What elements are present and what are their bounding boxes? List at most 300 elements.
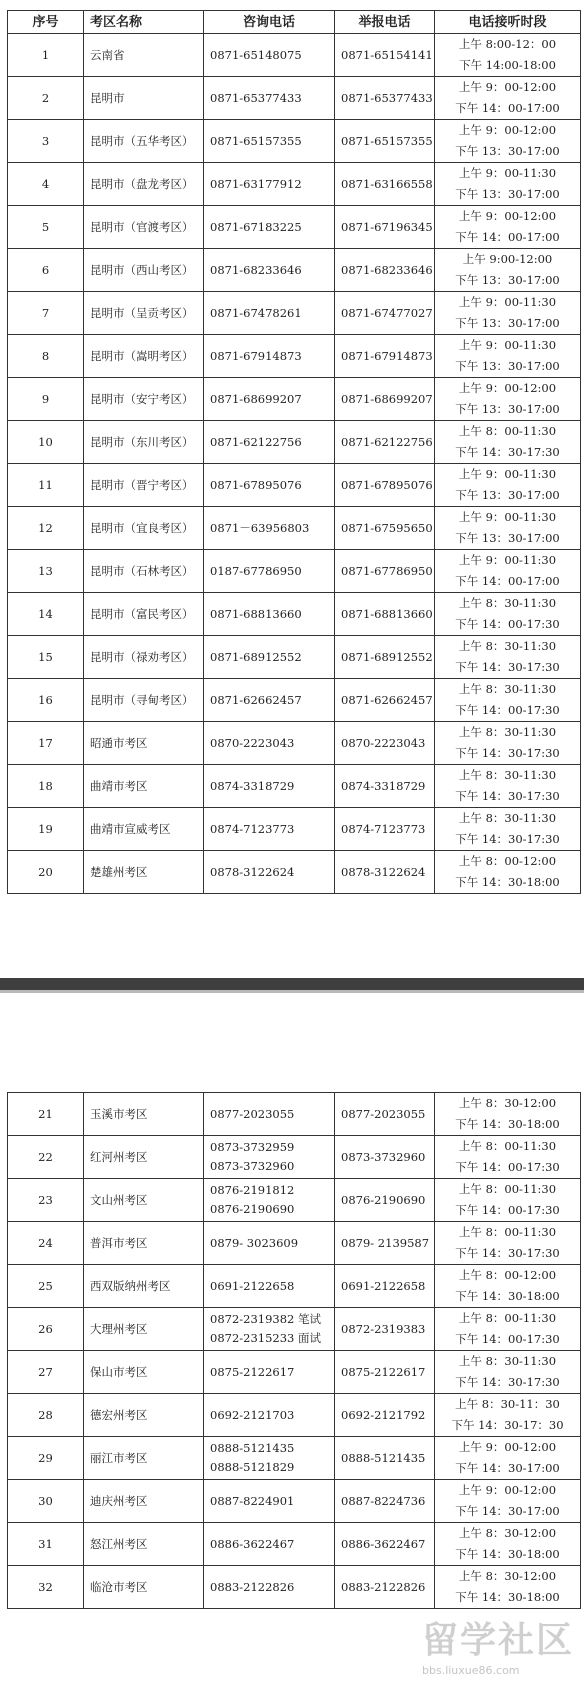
watermark-logo: 留学社区 (422, 1620, 575, 1661)
table-row (8, 808, 581, 851)
answer-hours-line: 上午 8：30-11:30 (458, 596, 557, 610)
table-row (8, 1308, 581, 1351)
consult-phone (204, 507, 335, 550)
exam-area-name: 普洱市考区 (84, 1222, 204, 1265)
table-header-row (8, 11, 581, 34)
consult-phone (204, 1136, 335, 1179)
consult-phone (204, 206, 335, 249)
answer-hours-line: 上午 9：00-12:00 (458, 209, 557, 223)
consult-phone (204, 851, 335, 894)
report-phone: 0886-3622467 (335, 1523, 435, 1566)
consult-phone-line: 0692-2121703 (210, 1407, 295, 1422)
consult-phone (204, 77, 335, 120)
answer-hours (435, 507, 581, 550)
consult-phone (204, 679, 335, 722)
exam-area-name: 昆明市（宜良考区） (84, 507, 204, 550)
contact-table-part-1 (7, 10, 581, 894)
answer-hours-line: 上午 8：00-12:00 (458, 1268, 557, 1282)
consult-phone-line: 0871-65157355 (210, 133, 302, 148)
answer-hours-line: 下午 14：30-18:00 (455, 875, 560, 889)
consult-phone-line: 0887-8224901 (210, 1493, 295, 1508)
row-number: 17 (8, 722, 84, 765)
table-row (8, 206, 581, 249)
answer-hours (435, 1136, 581, 1179)
exam-area-name: 昆明市（东川考区） (84, 421, 204, 464)
answer-hours (435, 421, 581, 464)
consult-phone (204, 292, 335, 335)
answer-hours-line: 下午 13：30-17:00 (455, 488, 560, 502)
exam-area-name: 西双版纳州考区 (84, 1265, 204, 1308)
table-row (8, 1222, 581, 1265)
answer-hours-line: 下午 14：30-17:30 (455, 660, 560, 674)
report-phone: 0871-65154141 (335, 34, 435, 77)
consult-phone (204, 550, 335, 593)
exam-area-name: 昆明市（安宁考区） (84, 378, 204, 421)
answer-hours-line: 下午 14：30-17:30 (455, 1246, 560, 1260)
consult-phone-line: 0875-2122617 (210, 1364, 295, 1379)
consult-phone (204, 1523, 335, 1566)
table-row (8, 120, 581, 163)
consult-phone (204, 636, 335, 679)
report-phone: 0875-2122617 (335, 1351, 435, 1394)
consult-phone-line: 0871-68912552 (210, 649, 302, 664)
consult-phone (204, 1265, 335, 1308)
report-phone: 0871-67196345 (335, 206, 435, 249)
answer-hours (435, 77, 581, 120)
answer-hours-line: 下午 14：30-18:00 (455, 1590, 560, 1604)
consult-phone-line: 0873-3732960 (210, 1159, 295, 1173)
consult-phone-line: 0871-68699207 (210, 391, 302, 406)
row-number: 7 (8, 292, 84, 335)
answer-hours (435, 378, 581, 421)
consult-phone-line: 0886-3622467 (210, 1536, 295, 1551)
exam-area-name: 昆明市（嵩明考区） (84, 335, 204, 378)
report-phone: 0692-2121792 (335, 1394, 435, 1437)
row-number: 3 (8, 120, 84, 163)
report-phone: 0870-2223043 (335, 722, 435, 765)
consult-phone-line: 0871-67478261 (210, 305, 302, 320)
answer-hours-line: 上午 8：30-11:30 (458, 725, 557, 739)
report-phone: 0871-68813660 (335, 593, 435, 636)
answer-hours-line: 下午 14：30-18:00 (455, 1117, 560, 1131)
answer-hours (435, 464, 581, 507)
consult-phone (204, 1222, 335, 1265)
consult-phone-line: 0873-3732959 (210, 1140, 295, 1154)
page-break-divider (0, 978, 584, 990)
row-number: 32 (8, 1566, 84, 1609)
row-number: 14 (8, 593, 84, 636)
exam-area-name: 迪庆州考区 (84, 1480, 204, 1523)
answer-hours-line: 上午 8：30-12:00 (458, 1526, 557, 1540)
answer-hours-line: 下午 14:00-18:00 (459, 58, 556, 72)
answer-hours-line: 上午 8：00-11:30 (458, 1225, 557, 1239)
consult-phone (204, 1179, 335, 1222)
exam-area-name: 怒江州考区 (84, 1523, 204, 1566)
report-phone: 0871-62122756 (335, 421, 435, 464)
row-number: 16 (8, 679, 84, 722)
report-phone: 0871-68912552 (335, 636, 435, 679)
consult-phone-line: 0871－63956803 (210, 520, 310, 535)
exam-area-name: 保山市考区 (84, 1351, 204, 1394)
consult-phone-line: 0872-2319382 笔试 (210, 1312, 322, 1326)
row-number: 15 (8, 636, 84, 679)
answer-hours-line: 下午 13：30-17:00 (455, 144, 560, 158)
answer-hours (435, 550, 581, 593)
consult-phone (204, 1394, 335, 1437)
row-number: 19 (8, 808, 84, 851)
consult-phone-line: 0883-2122826 (210, 1579, 295, 1594)
consult-phone (204, 120, 335, 163)
row-number: 30 (8, 1480, 84, 1523)
consult-phone-line: 0187-67786950 (210, 563, 302, 578)
answer-hours-line: 下午 14：00-17:00 (455, 574, 560, 588)
row-number: 4 (8, 163, 84, 206)
exam-area-name: 昭通市考区 (84, 722, 204, 765)
answer-hours (435, 1566, 581, 1609)
exam-area-name: 临沧市考区 (84, 1566, 204, 1609)
answer-hours-line: 上午 9：00-12:00 (458, 1483, 557, 1497)
table-row (8, 1437, 581, 1480)
consult-phone-line: 0871-62662457 (210, 692, 302, 707)
exam-area-name: 昆明市（寻甸考区） (84, 679, 204, 722)
exam-area-name: 昆明市（官渡考区） (84, 206, 204, 249)
answer-hours-line: 上午 8：30-11:30 (458, 1354, 557, 1368)
answer-hours (435, 1265, 581, 1308)
answer-hours-line: 上午 8:00-12：00 (458, 37, 557, 51)
answer-hours (435, 249, 581, 292)
answer-hours-line: 下午 13：30-17:00 (455, 316, 560, 330)
consult-phone (204, 765, 335, 808)
report-phone: 0871-68699207 (335, 378, 435, 421)
row-number: 27 (8, 1351, 84, 1394)
table-row (8, 593, 581, 636)
exam-area-name: 昆明市 (84, 77, 204, 120)
answer-hours-line: 下午 14：30-17:30 (455, 832, 560, 846)
answer-hours-line: 上午 9：00-12:00 (458, 381, 557, 395)
answer-hours-line: 下午 14：30-17:30 (455, 746, 560, 760)
table-row (8, 550, 581, 593)
table-row (8, 292, 581, 335)
report-phone: 0874-3318729 (335, 765, 435, 808)
answer-hours (435, 636, 581, 679)
table-row (8, 507, 581, 550)
answer-hours-line: 下午 14：30-17：30 (451, 1418, 564, 1432)
report-phone: 0873-3732960 (335, 1136, 435, 1179)
answer-hours (435, 1351, 581, 1394)
answer-hours-line: 下午 13：30-17:00 (455, 359, 560, 373)
report-phone: 0871-67477027 (335, 292, 435, 335)
answer-hours-line: 上午 9：00-12:00 (458, 80, 557, 94)
answer-hours-line: 上午 9：00-11:30 (458, 553, 557, 567)
exam-area-name: 楚雄州考区 (84, 851, 204, 894)
answer-hours (435, 808, 581, 851)
answer-hours-line: 上午 8：00-11:30 (458, 424, 557, 438)
answer-hours-line: 上午 8：30-11：30 (455, 1397, 560, 1411)
answer-hours-line: 上午 8：30-12:00 (458, 1096, 557, 1110)
table-row (8, 1351, 581, 1394)
exam-area-name: 昆明市（盘龙考区） (84, 163, 204, 206)
report-phone: 0874-7123773 (335, 808, 435, 851)
consult-phone-line: 0874-7123773 (210, 821, 295, 836)
answer-hours (435, 593, 581, 636)
table-row (8, 1566, 581, 1609)
consult-phone (204, 1093, 335, 1136)
row-number: 12 (8, 507, 84, 550)
row-number: 5 (8, 206, 84, 249)
consult-phone-line: 0691-2122658 (210, 1278, 295, 1293)
table-row (8, 77, 581, 120)
answer-hours-line: 下午 13：30-17:00 (455, 273, 560, 287)
row-number: 26 (8, 1308, 84, 1351)
exam-area-name: 昆明市（晋宁考区） (84, 464, 204, 507)
answer-hours (435, 679, 581, 722)
answer-hours-line: 下午 14：00-17:30 (455, 703, 560, 717)
row-number: 13 (8, 550, 84, 593)
exam-area-name: 玉溪市考区 (84, 1093, 204, 1136)
answer-hours (435, 120, 581, 163)
answer-hours (435, 1394, 581, 1437)
table-row (8, 1394, 581, 1437)
answer-hours-line: 下午 14：30-17:00 (455, 1504, 560, 1518)
row-number: 29 (8, 1437, 84, 1480)
answer-hours-line: 下午 14：00-17:30 (455, 617, 560, 631)
answer-hours-line: 下午 13：30-17:00 (455, 402, 560, 416)
consult-phone-line: 0874-3318729 (210, 778, 295, 793)
row-number: 20 (8, 851, 84, 894)
consult-phone (204, 593, 335, 636)
row-number: 9 (8, 378, 84, 421)
consult-phone (204, 464, 335, 507)
answer-hours-line: 下午 14：30-17:30 (455, 445, 560, 459)
answer-hours-line: 上午 9:00-12:00 (462, 252, 553, 266)
header-answer-hours: 电话接听时段 (435, 11, 581, 34)
answer-hours (435, 1222, 581, 1265)
consult-phone (204, 421, 335, 464)
report-phone: 0871-65157355 (335, 120, 435, 163)
answer-hours-line: 上午 9：00-11:30 (458, 467, 557, 481)
row-number: 10 (8, 421, 84, 464)
consult-phone-line: 0871-63177912 (210, 176, 302, 191)
report-phone: 0887-8224736 (335, 1480, 435, 1523)
answer-hours-line: 上午 9：00-11:30 (458, 338, 557, 352)
answer-hours-line: 下午 14：00-17:00 (455, 230, 560, 244)
answer-hours (435, 722, 581, 765)
consult-phone-line: 0888-5121435 (210, 1441, 295, 1455)
answer-hours (435, 292, 581, 335)
report-phone: 0883-2122826 (335, 1566, 435, 1609)
exam-area-name: 昆明市（呈贡考区） (84, 292, 204, 335)
table-row (8, 464, 581, 507)
answer-hours (435, 1179, 581, 1222)
table-row (8, 421, 581, 464)
table-row (8, 679, 581, 722)
consult-phone-line: 0871-65377433 (210, 90, 302, 105)
table-row (8, 765, 581, 808)
report-phone: 0888-5121435 (335, 1437, 435, 1480)
header-exam-area: 考区名称 (84, 11, 204, 34)
exam-area-name: 大理州考区 (84, 1308, 204, 1351)
consult-phone (204, 34, 335, 77)
answer-hours-line: 上午 8：30-11:30 (458, 811, 557, 825)
answer-hours-line: 下午 13：30-17:00 (455, 187, 560, 201)
consult-phone-line: 0871-68233646 (210, 262, 302, 277)
exam-area-name: 云南省 (84, 34, 204, 77)
row-number: 22 (8, 1136, 84, 1179)
exam-area-name: 昆明市（禄劝考区） (84, 636, 204, 679)
answer-hours-line: 下午 14：30-18:00 (455, 1289, 560, 1303)
answer-hours (435, 1093, 581, 1136)
exam-area-name: 丽江市考区 (84, 1437, 204, 1480)
table-row (8, 249, 581, 292)
answer-hours-line: 上午 8：00-12:00 (458, 854, 557, 868)
report-phone: 0691-2122658 (335, 1265, 435, 1308)
report-phone: 0871-68233646 (335, 249, 435, 292)
consult-phone-line: 0879- 3023609 (210, 1235, 299, 1250)
report-phone: 0878-3122624 (335, 851, 435, 894)
answer-hours-line: 上午 8：30-11:30 (458, 682, 557, 696)
consult-phone (204, 163, 335, 206)
table-row (8, 636, 581, 679)
consult-phone (204, 722, 335, 765)
consult-phone (204, 1480, 335, 1523)
header-consult-phone: 咨询电话 (204, 11, 335, 34)
header-report-phone: 举报电话 (335, 11, 435, 34)
answer-hours-line: 下午 14：30-17:00 (455, 1461, 560, 1475)
exam-area-name: 昆明市（五华考区） (84, 120, 204, 163)
report-phone: 0871-67595650 (335, 507, 435, 550)
contact-table-part-2 (7, 1092, 581, 1609)
row-number: 11 (8, 464, 84, 507)
answer-hours (435, 765, 581, 808)
watermark-url: bbs.liuxue86.com (422, 1664, 520, 1677)
exam-area-name: 红河州考区 (84, 1136, 204, 1179)
answer-hours-line: 上午 8：30-11:30 (458, 768, 557, 782)
consult-phone-line: 0871-65148075 (210, 47, 302, 62)
report-phone: 0871-67914873 (335, 335, 435, 378)
table-row (8, 722, 581, 765)
consult-phone-line: 0878-3122624 (210, 864, 295, 879)
table-row (8, 1093, 581, 1136)
answer-hours (435, 335, 581, 378)
consult-phone (204, 1437, 335, 1480)
consult-phone-line: 0871-67895076 (210, 477, 302, 492)
answer-hours-line: 上午 9：00-12:00 (458, 1440, 557, 1454)
table-row (8, 1179, 581, 1222)
answer-hours-line: 下午 14：00-17:30 (455, 1160, 560, 1174)
consult-phone-line: 0871-62122756 (210, 434, 302, 449)
answer-hours-line: 下午 14：30-18:00 (455, 1547, 560, 1561)
exam-area-name: 文山州考区 (84, 1179, 204, 1222)
answer-hours-line: 上午 8：30-12:00 (458, 1569, 557, 1583)
answer-hours-line: 下午 14：00-17:30 (455, 1203, 560, 1217)
answer-hours-line: 下午 14：00-17:30 (455, 1332, 560, 1346)
consult-phone-line: 0888-5121829 (210, 1460, 295, 1474)
table-row (8, 335, 581, 378)
row-number: 2 (8, 77, 84, 120)
answer-hours-line: 下午 13：30-17:00 (455, 531, 560, 545)
answer-hours-line: 上午 9：00-11:30 (458, 166, 557, 180)
row-number: 18 (8, 765, 84, 808)
row-number: 31 (8, 1523, 84, 1566)
row-number: 1 (8, 34, 84, 77)
row-number: 6 (8, 249, 84, 292)
consult-phone (204, 249, 335, 292)
report-phone: 0877-2023055 (335, 1093, 435, 1136)
report-phone: 0871-63166558 (335, 163, 435, 206)
consult-phone (204, 1566, 335, 1609)
answer-hours (435, 163, 581, 206)
table-row (8, 163, 581, 206)
row-number: 24 (8, 1222, 84, 1265)
answer-hours-line: 上午 8：00-11:30 (458, 1182, 557, 1196)
table-row (8, 1265, 581, 1308)
consult-phone-line: 0871-68813660 (210, 606, 302, 621)
consult-phone (204, 808, 335, 851)
row-number: 28 (8, 1394, 84, 1437)
table-row (8, 1480, 581, 1523)
consult-phone (204, 378, 335, 421)
table-row (8, 34, 581, 77)
row-number: 23 (8, 1179, 84, 1222)
consult-phone-line: 0876-2190690 (210, 1202, 295, 1216)
answer-hours (435, 1523, 581, 1566)
row-number: 21 (8, 1093, 84, 1136)
exam-area-name: 曲靖市考区 (84, 765, 204, 808)
report-phone: 0871-67895076 (335, 464, 435, 507)
table-row (8, 1523, 581, 1566)
report-phone: 0876-2190690 (335, 1179, 435, 1222)
page-break-shadow (0, 990, 584, 993)
answer-hours-line: 下午 14：30-17:30 (455, 1375, 560, 1389)
answer-hours (435, 851, 581, 894)
answer-hours-line: 上午 9：00-11:30 (458, 510, 557, 524)
answer-hours-line: 上午 8：00-11:30 (458, 1311, 557, 1325)
consult-phone (204, 1351, 335, 1394)
consult-phone (204, 1308, 335, 1351)
report-phone: 0871-65377433 (335, 77, 435, 120)
report-phone: 0879- 2139587 (335, 1222, 435, 1265)
table-row (8, 1136, 581, 1179)
report-phone: 0871-67786950 (335, 550, 435, 593)
answer-hours (435, 206, 581, 249)
answer-hours-line: 下午 14：00-17:00 (455, 101, 560, 115)
answer-hours-line: 上午 9：00-11:30 (458, 295, 557, 309)
consult-phone-line: 0877-2023055 (210, 1106, 295, 1121)
consult-phone-line: 0871-67914873 (210, 348, 302, 363)
exam-area-name: 德宏州考区 (84, 1394, 204, 1437)
row-number: 25 (8, 1265, 84, 1308)
consult-phone-line: 0876-2191812 (210, 1183, 295, 1197)
answer-hours (435, 1480, 581, 1523)
consult-phone-line: 0872-2315233 面试 (210, 1331, 322, 1345)
answer-hours (435, 1437, 581, 1480)
answer-hours (435, 1308, 581, 1351)
header-no: 序号 (8, 11, 84, 34)
table-row (8, 378, 581, 421)
consult-phone-line: 0871-67183225 (210, 219, 302, 234)
exam-area-name: 曲靖市宣威考区 (84, 808, 204, 851)
row-number: 8 (8, 335, 84, 378)
report-phone: 0872-2319383 (335, 1308, 435, 1351)
answer-hours-line: 上午 8：00-11:30 (458, 1139, 557, 1153)
exam-area-name: 昆明市（石林考区） (84, 550, 204, 593)
table-row (8, 851, 581, 894)
consult-phone-line: 0870-2223043 (210, 735, 295, 750)
exam-area-name: 昆明市（西山考区） (84, 249, 204, 292)
answer-hours-line: 上午 8：30-11:30 (458, 639, 557, 653)
report-phone: 0871-62662457 (335, 679, 435, 722)
exam-area-name: 昆明市（富民考区） (84, 593, 204, 636)
